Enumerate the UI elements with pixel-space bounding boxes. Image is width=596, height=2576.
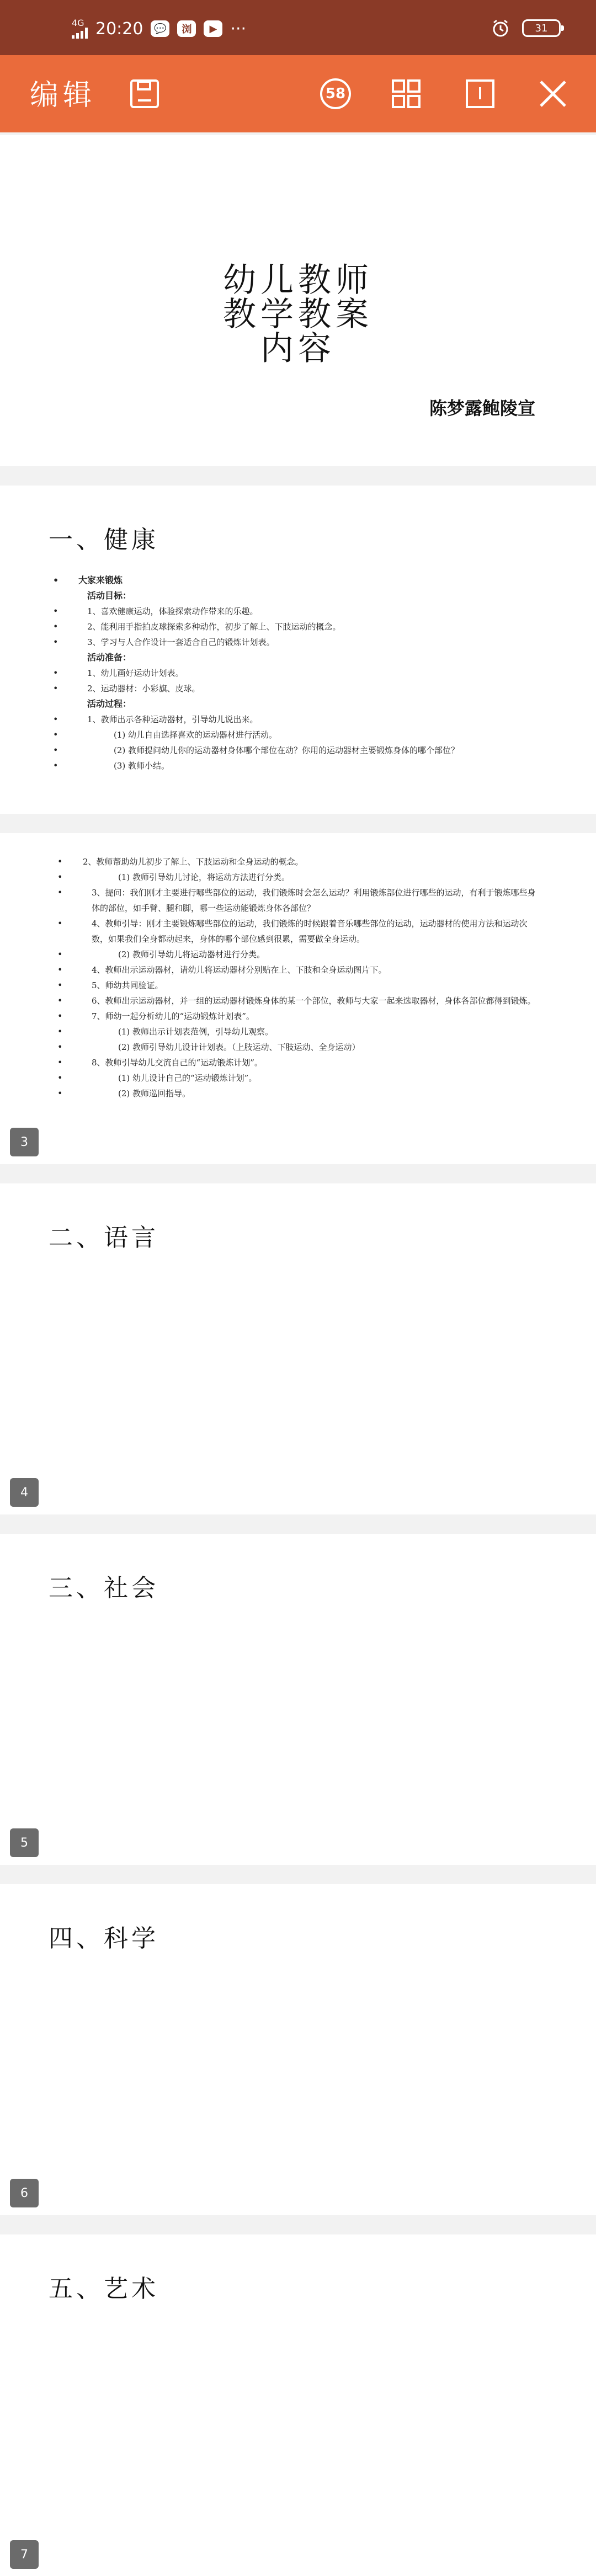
list-item [57, 978, 543, 993]
list-item-text: 3、学习与人合作设计一套适合自己的锻炼计划表。 [87, 637, 275, 647]
close-icon [538, 78, 568, 109]
list-item [53, 619, 539, 634]
battery-icon [522, 19, 561, 37]
list-bullet: • [57, 872, 63, 882]
page-5 [0, 1534, 596, 1865]
status-bar [0, 0, 596, 55]
list-item [53, 758, 539, 774]
browser-app-icon: 浏 [177, 20, 196, 37]
list-item [53, 604, 539, 619]
page-number-badge: 5 [10, 1828, 39, 1857]
more-notifications-icon: ··· [230, 19, 247, 39]
page-number-badge: 3 [10, 1128, 39, 1156]
save-icon [129, 78, 160, 109]
list-bullet: • [57, 887, 63, 898]
list-item-text: 8、教师引导幼儿交流自己的“运动锻炼计划”。 [92, 1058, 263, 1068]
list-bullet: • [57, 1011, 63, 1021]
list-item-text: 6、教师出示运动器材，并一组的运动器材锻炼身体的某一个部位，教师与大家一起来选取器材，身体各部位都得到锻炼。 [92, 996, 536, 1006]
list-bullet: • [53, 729, 58, 740]
list-item [57, 1055, 543, 1070]
grid-icon [391, 78, 422, 109]
list-item-text: 4、教师出示运动器材，请幼儿将运动器材分别贴在上、下肢和全身运动图片下。 [92, 965, 387, 975]
list-item [57, 993, 543, 1009]
list-item [53, 681, 539, 696]
list-bullet: • [53, 668, 58, 678]
list-bullet: • [57, 964, 63, 975]
list-item [57, 854, 543, 870]
list-item-text: (1) 教师出示计划表范例，引导幼儿观察。 [118, 1027, 274, 1037]
title-line: 内容 [260, 329, 336, 368]
list-item [53, 712, 539, 727]
list-item-text: 1、喜欢健康运动，体验探索动作带来的乐趣。 [87, 606, 258, 616]
page-number-badge: 7 [10, 2540, 39, 2569]
list-item-text: (1) 幼儿设计自己的“运动锻炼计划”。 [118, 1073, 257, 1083]
page-count-badge: 58 [320, 78, 351, 109]
title-line: 幼儿教师 [223, 261, 373, 300]
page-4 [0, 1183, 596, 1514]
list-item [53, 588, 539, 604]
title-line: 教学教案 [223, 295, 373, 334]
list-bullet: • [53, 575, 59, 585]
list-item-text: 活动过程： [87, 698, 132, 709]
alarm-icon [491, 19, 510, 38]
status-time: 20:20 [95, 19, 143, 39]
battery-level: 31 [535, 22, 548, 34]
section-heading-art: 五、艺术 [49, 2275, 159, 2303]
list-bullet: • [57, 918, 63, 929]
page-number-badge: 4 [10, 1478, 39, 1507]
list-item [57, 1024, 543, 1039]
network-type: 4G [72, 18, 84, 28]
list-item [57, 962, 543, 978]
save-button[interactable] [128, 77, 161, 110]
page-6 [0, 1884, 596, 2215]
page-number-badge: 6 [10, 2179, 39, 2207]
author-name: 陈梦露鲍陵宣 [429, 398, 535, 419]
list-item [53, 573, 539, 588]
page-count-button[interactable] [319, 77, 352, 110]
list-item-text: (2) 教师引导幼儿将运动器材进行分类。 [118, 950, 265, 959]
top-toolbar [0, 55, 596, 132]
edit-button[interactable]: 编辑 [30, 79, 97, 112]
list-bullet: • [57, 1057, 63, 1068]
list-bullet: • [53, 745, 58, 755]
list-item [53, 665, 539, 681]
list-item [53, 650, 539, 665]
list-bullet: • [57, 1042, 63, 1052]
page-3 [0, 833, 596, 1164]
lesson-plan-list-continued [57, 854, 543, 1101]
document-title [0, 263, 596, 366]
list-item-text: (2) 教师提问幼儿你的运动器材身体哪个部位在动？你用的运动器材主要锻炼身体的哪个部位？ [114, 745, 460, 755]
list-item-text: (2) 教师引导幼儿设计计划表。（上肢运动、下肢运动、全身运动） [118, 1042, 360, 1052]
network-indicator [72, 19, 88, 39]
list-item [53, 634, 539, 650]
list-item [57, 870, 543, 885]
list-bullet: • [53, 606, 58, 616]
list-item [57, 947, 543, 962]
list-bullet: • [57, 980, 63, 990]
list-bullet: • [57, 1026, 63, 1037]
list-item-text: 1、教师出示各种运动器材，引导幼儿说出来。 [87, 714, 258, 724]
list-bullet: • [57, 995, 63, 1006]
list-item-text: 5、师幼共同验证。 [92, 980, 163, 990]
list-item-text: 1、幼儿画好运动计划表。 [87, 668, 184, 678]
video-app-icon: ▶ [204, 20, 222, 37]
list-item [57, 1086, 543, 1101]
page-1 [0, 135, 596, 466]
list-item [53, 727, 539, 743]
list-item-text: 2、运动器材：小彩旗、皮球。 [87, 684, 200, 694]
list-item-text: 4、教师引导：刚才主要锻炼哪些部位的运动，我们锻炼的时候跟着音乐哪些部位的运动，运动器材的使用方法和运动次数，如果我们全身都动起来，身体的哪个部位感到很累，需要做全身运动。 [92, 919, 528, 944]
list-bullet: • [57, 1088, 63, 1098]
section-heading-health: 一、健康 [49, 526, 159, 554]
list-item [53, 696, 539, 712]
section-heading-society: 三、社会 [49, 1574, 159, 1602]
list-item-text: (2) 教师巡回指导。 [118, 1089, 191, 1098]
list-item-text: 2、能利用手指拍皮球探索多种动作，初步了解上、下肢运动的概念。 [87, 622, 341, 632]
list-item [57, 1070, 543, 1086]
list-item-text: 2、教师帮助幼儿初步了解上、下肢运动和全身运动的概念。 [83, 857, 304, 867]
list-item [57, 1009, 543, 1024]
lesson-plan-list [53, 573, 539, 774]
list-bullet: • [57, 856, 63, 867]
list-item-text: (3) 教师小结。 [114, 761, 170, 771]
list-item [57, 916, 543, 947]
section-heading-science: 四、科学 [49, 1924, 159, 1953]
page-2 [0, 486, 596, 814]
single-page-icon [465, 78, 496, 109]
grid-view-button[interactable] [390, 77, 423, 110]
list-item-text: 7、师幼一起分析幼儿的“运动锻炼计划表”。 [92, 1011, 254, 1021]
list-item-text: 大家来锻炼 [78, 575, 123, 585]
list-bullet: • [53, 714, 58, 724]
list-item-text: (1) 幼儿自由选择喜欢的运动器材进行活动。 [114, 730, 278, 740]
list-item-text: 活动目标： [87, 590, 132, 601]
list-bullet: • [53, 683, 58, 694]
single-page-button[interactable] [464, 77, 497, 110]
list-item-text: 3、提问：我们刚才主要进行哪些部位的运动，我们锻炼时会怎么运动？利用锻炼部位进行哪些的运动，有利于锻炼哪些身体的部位，如手臂、腿和脚，哪一些运动能锻炼身体各部位？ [92, 888, 536, 913]
close-button[interactable] [536, 77, 570, 110]
list-bullet: • [53, 637, 58, 647]
list-bullet: • [53, 621, 58, 632]
chat-app-icon: 💬 [151, 20, 169, 37]
list-item-text: 活动准备： [87, 652, 132, 663]
signal-icon [72, 28, 88, 39]
section-heading-language: 二、语言 [49, 1224, 159, 1252]
list-item [57, 885, 543, 916]
list-item [57, 1039, 543, 1055]
list-bullet: • [53, 760, 58, 771]
list-bullet: • [57, 1073, 63, 1083]
page-7 [0, 2234, 596, 2576]
list-item-text: (1) 教师引导幼儿讨论，将运动方法进行分类。 [118, 872, 290, 882]
list-bullet: • [57, 949, 63, 959]
list-item [53, 743, 539, 758]
